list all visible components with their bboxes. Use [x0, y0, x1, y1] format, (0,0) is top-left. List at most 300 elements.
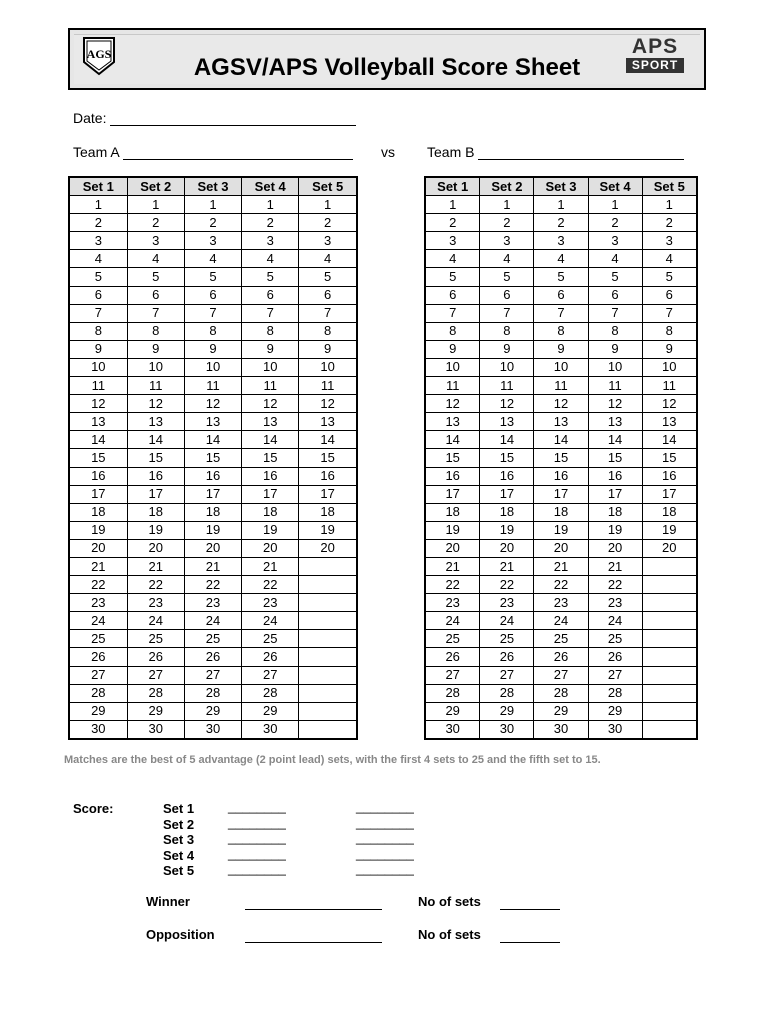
team-a-set-1-point[interactable]: 23 [69, 594, 127, 612]
team-a-set-1-point[interactable]: 29 [69, 702, 127, 720]
team-b-set-5-point[interactable]: 2 [642, 214, 697, 232]
team-b-set-5-point[interactable]: 8 [642, 322, 697, 340]
team-b-set-5-point[interactable] [642, 720, 697, 739]
team-a-set-1-point[interactable]: 22 [69, 576, 127, 594]
team-b-set-3-point[interactable]: 1 [534, 196, 588, 214]
team-a-set-2-point[interactable]: 17 [127, 485, 184, 503]
team-b-set-1-point[interactable]: 4 [425, 250, 480, 268]
team-a-set-4-point[interactable]: 28 [242, 684, 299, 702]
team-b-set-2-point[interactable]: 30 [480, 720, 534, 739]
team-a-set-1-point[interactable]: 18 [69, 503, 127, 521]
team-a-set-2-point[interactable]: 27 [127, 666, 184, 684]
team-b-set-3-point[interactable]: 19 [534, 521, 588, 539]
team-a-set-4-point[interactable]: 29 [242, 702, 299, 720]
team-b-set-4-point[interactable]: 24 [588, 612, 642, 630]
team-b-set-1-point[interactable]: 29 [425, 702, 480, 720]
team-b-set-1-point[interactable]: 27 [425, 666, 480, 684]
team-b-set-4-point[interactable]: 21 [588, 557, 642, 575]
team-a-set-3-point[interactable]: 23 [184, 594, 241, 612]
team-a-set-3-point[interactable]: 14 [184, 431, 241, 449]
team-a-set-1-point[interactable]: 24 [69, 612, 127, 630]
team-b-set-1-point[interactable]: 21 [425, 557, 480, 575]
team-b-set-3-point[interactable]: 30 [534, 720, 588, 739]
team-a-set-2-point[interactable]: 12 [127, 395, 184, 413]
team-a-set-5-point[interactable]: 15 [299, 449, 357, 467]
team-b-set-5-point[interactable] [642, 557, 697, 575]
team-a-set-4-point[interactable]: 25 [242, 630, 299, 648]
team-a-set-1-point[interactable]: 16 [69, 467, 127, 485]
team-a-set-4-point[interactable]: 7 [242, 304, 299, 322]
team-b-set-2-point[interactable]: 16 [480, 467, 534, 485]
team-b-set-2-point[interactable]: 17 [480, 485, 534, 503]
team-b-set-2-point[interactable]: 24 [480, 612, 534, 630]
team-a-set-2-point[interactable]: 21 [127, 557, 184, 575]
team-a-set-3-point[interactable]: 6 [184, 286, 241, 304]
team-a-set-2-point[interactable]: 6 [127, 286, 184, 304]
team-a-set-3-point[interactable]: 17 [184, 485, 241, 503]
team-b-set-1-point[interactable]: 24 [425, 612, 480, 630]
team-b-set-5-point[interactable] [642, 576, 697, 594]
team-a-set-5-point[interactable] [299, 684, 357, 702]
team-a-set-3-point[interactable]: 7 [184, 304, 241, 322]
team-b-set-2-point[interactable]: 11 [480, 377, 534, 395]
team-b-set-2-point[interactable]: 12 [480, 395, 534, 413]
team-a-set-4-point[interactable]: 6 [242, 286, 299, 304]
team-b-set-3-point[interactable]: 11 [534, 377, 588, 395]
team-b-set-3-point[interactable]: 22 [534, 576, 588, 594]
team-a-set-3-point[interactable]: 19 [184, 521, 241, 539]
team-a-set-5-point[interactable] [299, 630, 357, 648]
team-a-set-4-point[interactable]: 27 [242, 666, 299, 684]
team-b-set-2-point[interactable]: 27 [480, 666, 534, 684]
team-b-set-1-point[interactable]: 6 [425, 286, 480, 304]
score-team-a-blank[interactable]: ________ [228, 861, 286, 876]
team-a-set-2-point[interactable]: 15 [127, 449, 184, 467]
team-b-set-4-point[interactable]: 9 [588, 340, 642, 358]
team-b-set-1-point[interactable]: 23 [425, 594, 480, 612]
team-b-set-5-point[interactable] [642, 702, 697, 720]
team-b-set-5-point[interactable]: 3 [642, 232, 697, 250]
team-a-set-4-point[interactable]: 20 [242, 539, 299, 557]
team-b-set-2-point[interactable]: 29 [480, 702, 534, 720]
team-a-set-5-point[interactable] [299, 720, 357, 739]
team-a-set-3-point[interactable]: 13 [184, 413, 241, 431]
team-b-set-5-point[interactable]: 16 [642, 467, 697, 485]
team-b-set-3-point[interactable]: 8 [534, 322, 588, 340]
team-a-set-5-point[interactable]: 17 [299, 485, 357, 503]
team-b-set-1-point[interactable]: 19 [425, 521, 480, 539]
team-a-set-4-point[interactable]: 23 [242, 594, 299, 612]
team-b-set-4-point[interactable]: 15 [588, 449, 642, 467]
team-a-set-2-point[interactable]: 8 [127, 322, 184, 340]
team-a-set-1-point[interactable]: 28 [69, 684, 127, 702]
team-a-set-1-point[interactable]: 5 [69, 268, 127, 286]
team-a-set-4-point[interactable]: 1 [242, 196, 299, 214]
team-b-set-3-point[interactable]: 7 [534, 304, 588, 322]
team-b-set-2-point[interactable]: 21 [480, 557, 534, 575]
team-a-set-5-point[interactable]: 20 [299, 539, 357, 557]
team-a-set-2-point[interactable]: 22 [127, 576, 184, 594]
score-team-b-blank[interactable]: ________ [356, 799, 414, 814]
team-b-set-1-point[interactable]: 7 [425, 304, 480, 322]
team-b-set-2-point[interactable]: 19 [480, 521, 534, 539]
team-a-set-2-point[interactable]: 4 [127, 250, 184, 268]
team-b-set-3-point[interactable]: 9 [534, 340, 588, 358]
team-b-set-5-point[interactable]: 10 [642, 358, 697, 376]
team-b-set-2-point[interactable]: 28 [480, 684, 534, 702]
team-b-set-5-point[interactable] [642, 666, 697, 684]
team-a-set-3-point[interactable]: 10 [184, 358, 241, 376]
team-a-set-5-point[interactable]: 9 [299, 340, 357, 358]
team-b-set-1-point[interactable]: 22 [425, 576, 480, 594]
team-b-set-1-point[interactable]: 26 [425, 648, 480, 666]
team-a-set-5-point[interactable] [299, 557, 357, 575]
team-b-set-3-point[interactable]: 15 [534, 449, 588, 467]
team-a-set-3-point[interactable]: 30 [184, 720, 241, 739]
team-b-set-1-point[interactable]: 3 [425, 232, 480, 250]
team-a-set-3-point[interactable]: 3 [184, 232, 241, 250]
team-b-set-5-point[interactable]: 11 [642, 377, 697, 395]
team-a-set-2-point[interactable]: 14 [127, 431, 184, 449]
team-b-set-1-point[interactable]: 5 [425, 268, 480, 286]
team-b-set-1-point[interactable]: 13 [425, 413, 480, 431]
team-b-set-2-point[interactable]: 10 [480, 358, 534, 376]
team-b-set-2-point[interactable]: 26 [480, 648, 534, 666]
team-a-set-3-point[interactable]: 12 [184, 395, 241, 413]
team-b-set-4-point[interactable]: 18 [588, 503, 642, 521]
team-a-set-4-point[interactable]: 30 [242, 720, 299, 739]
team-a-set-4-point[interactable]: 24 [242, 612, 299, 630]
team-b-set-4-point[interactable]: 28 [588, 684, 642, 702]
team-a-set-2-point[interactable]: 20 [127, 539, 184, 557]
team-b-set-5-point[interactable]: 12 [642, 395, 697, 413]
team-a-set-5-point[interactable]: 1 [299, 196, 357, 214]
team-a-set-3-point[interactable]: 28 [184, 684, 241, 702]
team-b-set-1-point[interactable]: 28 [425, 684, 480, 702]
team-b-set-1-point[interactable]: 2 [425, 214, 480, 232]
team-b-set-4-point[interactable]: 2 [588, 214, 642, 232]
team-a-set-1-point[interactable]: 4 [69, 250, 127, 268]
team-a-set-4-point[interactable]: 14 [242, 431, 299, 449]
team-a-set-1-point[interactable]: 7 [69, 304, 127, 322]
team-b-set-2-point[interactable]: 6 [480, 286, 534, 304]
team-b-set-2-point[interactable]: 23 [480, 594, 534, 612]
team-a-set-4-point[interactable]: 26 [242, 648, 299, 666]
team-a-set-4-point[interactable]: 9 [242, 340, 299, 358]
team-a-set-2-point[interactable]: 24 [127, 612, 184, 630]
team-b-set-3-point[interactable]: 24 [534, 612, 588, 630]
team-a-set-1-point[interactable]: 9 [69, 340, 127, 358]
team-b-set-5-point[interactable]: 9 [642, 340, 697, 358]
team-a-set-1-point[interactable]: 26 [69, 648, 127, 666]
team-b-set-4-point[interactable]: 22 [588, 576, 642, 594]
team-b-set-3-point[interactable]: 25 [534, 630, 588, 648]
team-a-set-4-point[interactable]: 16 [242, 467, 299, 485]
team-b-set-1-point[interactable]: 17 [425, 485, 480, 503]
team-b-set-5-point[interactable]: 19 [642, 521, 697, 539]
team-b-set-2-point[interactable]: 3 [480, 232, 534, 250]
team-b-set-4-point[interactable]: 27 [588, 666, 642, 684]
team-a-set-4-point[interactable]: 12 [242, 395, 299, 413]
team-a-set-5-point[interactable]: 6 [299, 286, 357, 304]
team-b-set-3-point[interactable]: 2 [534, 214, 588, 232]
team-b-set-3-point[interactable]: 16 [534, 467, 588, 485]
team-b-set-1-point[interactable]: 11 [425, 377, 480, 395]
team-b-set-4-point[interactable]: 23 [588, 594, 642, 612]
score-team-b-blank[interactable]: ________ [356, 861, 414, 876]
team-b-set-2-point[interactable]: 1 [480, 196, 534, 214]
team-a-set-5-point[interactable]: 8 [299, 322, 357, 340]
team-b-set-4-point[interactable]: 12 [588, 395, 642, 413]
team-b-set-5-point[interactable]: 14 [642, 431, 697, 449]
team-b-set-1-point[interactable]: 9 [425, 340, 480, 358]
team-a-set-4-point[interactable]: 22 [242, 576, 299, 594]
team-a-set-5-point[interactable]: 14 [299, 431, 357, 449]
team-a-set-3-point[interactable]: 24 [184, 612, 241, 630]
team-b-set-4-point[interactable]: 5 [588, 268, 642, 286]
team-a-set-1-point[interactable]: 30 [69, 720, 127, 739]
winner-sets-line[interactable] [500, 896, 560, 910]
team-b-set-4-point[interactable]: 25 [588, 630, 642, 648]
team-b-set-3-point[interactable]: 17 [534, 485, 588, 503]
team-b-set-5-point[interactable]: 6 [642, 286, 697, 304]
team-a-set-2-point[interactable]: 13 [127, 413, 184, 431]
team-a-set-1-point[interactable]: 14 [69, 431, 127, 449]
team-a-set-2-point[interactable]: 26 [127, 648, 184, 666]
team-a-set-4-point[interactable]: 5 [242, 268, 299, 286]
team-a-set-3-point[interactable]: 22 [184, 576, 241, 594]
team-b-set-4-point[interactable]: 16 [588, 467, 642, 485]
team-b-set-2-point[interactable]: 9 [480, 340, 534, 358]
team-a-set-2-point[interactable]: 1 [127, 196, 184, 214]
score-team-a-blank[interactable]: ________ [228, 799, 286, 814]
team-b-set-5-point[interactable]: 4 [642, 250, 697, 268]
team-b-set-1-point[interactable]: 8 [425, 322, 480, 340]
team-a-set-1-point[interactable]: 25 [69, 630, 127, 648]
team-b-set-1-point[interactable]: 20 [425, 539, 480, 557]
team-a-set-3-point[interactable]: 25 [184, 630, 241, 648]
team-a-set-4-point[interactable]: 18 [242, 503, 299, 521]
team-b-set-1-point[interactable]: 16 [425, 467, 480, 485]
team-b-set-3-point[interactable]: 12 [534, 395, 588, 413]
team-b-set-3-point[interactable]: 3 [534, 232, 588, 250]
team-b-set-1-point[interactable]: 18 [425, 503, 480, 521]
team-b-set-2-point[interactable]: 25 [480, 630, 534, 648]
team-a-set-4-point[interactable]: 8 [242, 322, 299, 340]
score-team-a-blank[interactable]: ________ [228, 845, 286, 861]
team-a-set-4-point[interactable]: 3 [242, 232, 299, 250]
team-a-set-5-point[interactable]: 5 [299, 268, 357, 286]
opposition-line[interactable] [245, 929, 382, 943]
team-b-set-1-point[interactable]: 14 [425, 431, 480, 449]
team-b-set-4-point[interactable]: 8 [588, 322, 642, 340]
team-b-set-4-point[interactable]: 26 [588, 648, 642, 666]
team-b-set-3-point[interactable]: 29 [534, 702, 588, 720]
team-b-set-4-point[interactable]: 17 [588, 485, 642, 503]
team-a-set-2-point[interactable]: 25 [127, 630, 184, 648]
team-b-set-1-point[interactable]: 25 [425, 630, 480, 648]
team-a-set-4-point[interactable]: 19 [242, 521, 299, 539]
team-b-set-3-point[interactable]: 26 [534, 648, 588, 666]
team-a-set-1-point[interactable]: 12 [69, 395, 127, 413]
team-a-set-5-point[interactable]: 11 [299, 377, 357, 395]
team-b-set-1-point[interactable]: 15 [425, 449, 480, 467]
team-a-set-3-point[interactable]: 11 [184, 377, 241, 395]
team-a-set-3-point[interactable]: 2 [184, 214, 241, 232]
team-a-set-5-point[interactable]: 2 [299, 214, 357, 232]
team-b-set-3-point[interactable]: 10 [534, 358, 588, 376]
team-a-set-5-point[interactable]: 3 [299, 232, 357, 250]
team-a-set-1-point[interactable]: 6 [69, 286, 127, 304]
team-b-set-2-point[interactable]: 13 [480, 413, 534, 431]
team-a-set-4-point[interactable]: 21 [242, 557, 299, 575]
team-a-set-5-point[interactable] [299, 576, 357, 594]
score-team-b-blank[interactable]: ________ [356, 830, 414, 845]
team-a-set-1-point[interactable]: 8 [69, 322, 127, 340]
team-a-set-3-point[interactable]: 1 [184, 196, 241, 214]
team-b-set-3-point[interactable]: 20 [534, 539, 588, 557]
team-a-set-5-point[interactable]: 12 [299, 395, 357, 413]
team-b-set-3-point[interactable]: 28 [534, 684, 588, 702]
team-b-set-4-point[interactable]: 10 [588, 358, 642, 376]
team-b-set-5-point[interactable] [642, 612, 697, 630]
team-b-set-5-point[interactable] [642, 684, 697, 702]
team-b-set-1-point[interactable]: 1 [425, 196, 480, 214]
team-b-set-1-point[interactable]: 10 [425, 358, 480, 376]
team-b-set-5-point[interactable]: 5 [642, 268, 697, 286]
team-b-set-5-point[interactable]: 7 [642, 304, 697, 322]
team-b-set-3-point[interactable]: 27 [534, 666, 588, 684]
team-a-set-1-point[interactable]: 13 [69, 413, 127, 431]
team-b-set-3-point[interactable]: 13 [534, 413, 588, 431]
team-b-set-2-point[interactable]: 5 [480, 268, 534, 286]
team-a-set-5-point[interactable]: 19 [299, 521, 357, 539]
team-b-set-3-point[interactable]: 5 [534, 268, 588, 286]
opposition-sets-line[interactable] [500, 929, 560, 943]
team-a-set-4-point[interactable]: 11 [242, 377, 299, 395]
team-a-set-2-point[interactable]: 2 [127, 214, 184, 232]
team-a-set-2-point[interactable]: 10 [127, 358, 184, 376]
team-a-set-1-point[interactable]: 1 [69, 196, 127, 214]
team-a-set-1-point[interactable]: 27 [69, 666, 127, 684]
team-a-set-3-point[interactable]: 8 [184, 322, 241, 340]
team-b-set-2-point[interactable]: 8 [480, 322, 534, 340]
team-a-set-2-point[interactable]: 11 [127, 377, 184, 395]
team-a-set-5-point[interactable] [299, 666, 357, 684]
team-a-set-3-point[interactable]: 15 [184, 449, 241, 467]
team-a-set-3-point[interactable]: 27 [184, 666, 241, 684]
score-team-b-blank[interactable]: ________ [356, 845, 414, 861]
team-b-set-3-point[interactable]: 18 [534, 503, 588, 521]
team-b-set-4-point[interactable]: 30 [588, 720, 642, 739]
team-a-set-5-point[interactable] [299, 594, 357, 612]
team-b-set-4-point[interactable]: 3 [588, 232, 642, 250]
team-b-set-1-point[interactable]: 30 [425, 720, 480, 739]
team-b-set-3-point[interactable]: 14 [534, 431, 588, 449]
team-a-set-5-point[interactable] [299, 612, 357, 630]
team-b-set-2-point[interactable]: 14 [480, 431, 534, 449]
team-b-set-3-point[interactable]: 4 [534, 250, 588, 268]
team-a-set-5-point[interactable]: 4 [299, 250, 357, 268]
team-b-set-3-point[interactable]: 21 [534, 557, 588, 575]
team-b-set-5-point[interactable] [642, 594, 697, 612]
team-a-set-2-point[interactable]: 30 [127, 720, 184, 739]
team-b-set-5-point[interactable]: 20 [642, 539, 697, 557]
team-b-set-4-point[interactable]: 19 [588, 521, 642, 539]
team-a-set-5-point[interactable]: 13 [299, 413, 357, 431]
team-a-set-3-point[interactable]: 21 [184, 557, 241, 575]
team-a-set-4-point[interactable]: 13 [242, 413, 299, 431]
team-b-set-3-point[interactable]: 23 [534, 594, 588, 612]
team-b-set-4-point[interactable]: 29 [588, 702, 642, 720]
team-a-set-2-point[interactable]: 18 [127, 503, 184, 521]
team-b-set-4-point[interactable]: 11 [588, 377, 642, 395]
team-a-set-3-point[interactable]: 26 [184, 648, 241, 666]
team-a-set-2-point[interactable]: 19 [127, 521, 184, 539]
team-a-set-2-point[interactable]: 9 [127, 340, 184, 358]
team-a-set-1-point[interactable]: 15 [69, 449, 127, 467]
team-a-set-3-point[interactable]: 29 [184, 702, 241, 720]
team-a-set-2-point[interactable]: 28 [127, 684, 184, 702]
team-a-set-2-point[interactable]: 16 [127, 467, 184, 485]
team-a-set-3-point[interactable]: 9 [184, 340, 241, 358]
team-a-set-5-point[interactable]: 10 [299, 358, 357, 376]
team-b-set-2-point[interactable]: 15 [480, 449, 534, 467]
team-b-set-2-point[interactable]: 2 [480, 214, 534, 232]
team-b-set-5-point[interactable]: 13 [642, 413, 697, 431]
team-a-set-3-point[interactable]: 16 [184, 467, 241, 485]
team-b-set-5-point[interactable] [642, 630, 697, 648]
team-a-set-1-point[interactable]: 2 [69, 214, 127, 232]
team-a-set-4-point[interactable]: 15 [242, 449, 299, 467]
team-a-set-2-point[interactable]: 3 [127, 232, 184, 250]
team-b-set-4-point[interactable]: 6 [588, 286, 642, 304]
team-a-set-1-point[interactable]: 10 [69, 358, 127, 376]
team-a-set-2-point[interactable]: 29 [127, 702, 184, 720]
team-a-set-1-point[interactable]: 3 [69, 232, 127, 250]
team-a-set-3-point[interactable]: 20 [184, 539, 241, 557]
team-a-set-5-point[interactable] [299, 648, 357, 666]
team-a-set-5-point[interactable] [299, 702, 357, 720]
score-team-a-blank[interactable]: ________ [228, 830, 286, 845]
team-a-set-3-point[interactable]: 4 [184, 250, 241, 268]
team-b-set-5-point[interactable] [642, 648, 697, 666]
team-a-set-5-point[interactable]: 7 [299, 304, 357, 322]
date-line[interactable] [110, 111, 356, 126]
team-b-set-2-point[interactable]: 18 [480, 503, 534, 521]
team-b-set-2-point[interactable]: 22 [480, 576, 534, 594]
team-a-set-1-point[interactable]: 11 [69, 377, 127, 395]
team-a-set-4-point[interactable]: 10 [242, 358, 299, 376]
team-b-set-1-point[interactable]: 12 [425, 395, 480, 413]
team-a-set-1-point[interactable]: 19 [69, 521, 127, 539]
score-team-b-blank[interactable]: ________ [356, 814, 414, 830]
team-a-set-1-point[interactable]: 17 [69, 485, 127, 503]
team-b-set-4-point[interactable]: 4 [588, 250, 642, 268]
team-a-set-3-point[interactable]: 18 [184, 503, 241, 521]
team-a-set-4-point[interactable]: 4 [242, 250, 299, 268]
team-b-set-4-point[interactable]: 20 [588, 539, 642, 557]
team-b-set-4-point[interactable]: 14 [588, 431, 642, 449]
team-a-set-1-point[interactable]: 21 [69, 557, 127, 575]
team-a-set-4-point[interactable]: 2 [242, 214, 299, 232]
team-b-set-5-point[interactable]: 18 [642, 503, 697, 521]
team-a-set-2-point[interactable]: 7 [127, 304, 184, 322]
team-b-set-4-point[interactable]: 1 [588, 196, 642, 214]
team-b-set-2-point[interactable]: 4 [480, 250, 534, 268]
team-a-set-5-point[interactable]: 18 [299, 503, 357, 521]
team-a-line[interactable] [123, 145, 353, 160]
